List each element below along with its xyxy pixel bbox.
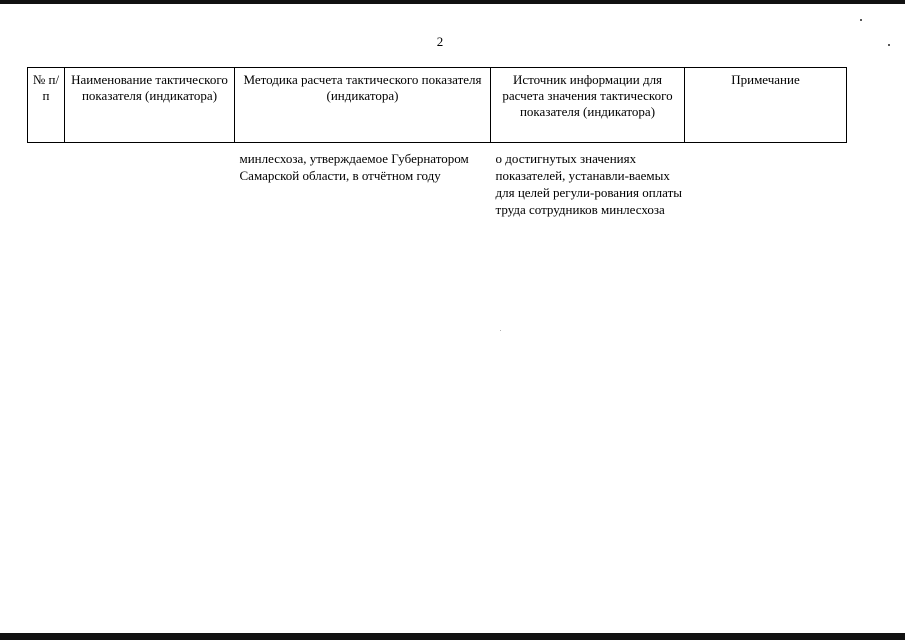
header-information-source: Источник информации для расчета значения тактического показателя (индикатора) xyxy=(491,68,685,143)
page-number: 2 xyxy=(436,34,444,49)
cell-number xyxy=(28,143,65,219)
top-border-line xyxy=(0,0,905,4)
cell-information-source: о достигнутых значениях показателей, устанавли-ваемых для целей регули-рования оплаты труда сотрудников минлесхоза xyxy=(495,151,683,217)
header-number: № п/п xyxy=(28,68,65,143)
scan-speck xyxy=(860,19,862,21)
scan-speck xyxy=(500,330,501,331)
indicator-table xyxy=(27,67,847,218)
header-calculation-method: Методика расчета тактического показателя (индикатора) xyxy=(235,68,491,143)
table-row xyxy=(28,143,847,219)
scan-speck xyxy=(888,44,890,46)
table-header-row xyxy=(28,68,847,143)
header-indicator-name: Наименование тактического показателя (индикатора) xyxy=(65,68,235,143)
cell-calculation-method: минлесхоза, утверждаемое Губернатором Самарской области, в отчётном году xyxy=(239,151,469,183)
bottom-border-line xyxy=(0,633,905,640)
cell-note xyxy=(685,143,847,219)
header-note: Примечание xyxy=(685,68,847,143)
cell-indicator-name xyxy=(65,143,235,219)
